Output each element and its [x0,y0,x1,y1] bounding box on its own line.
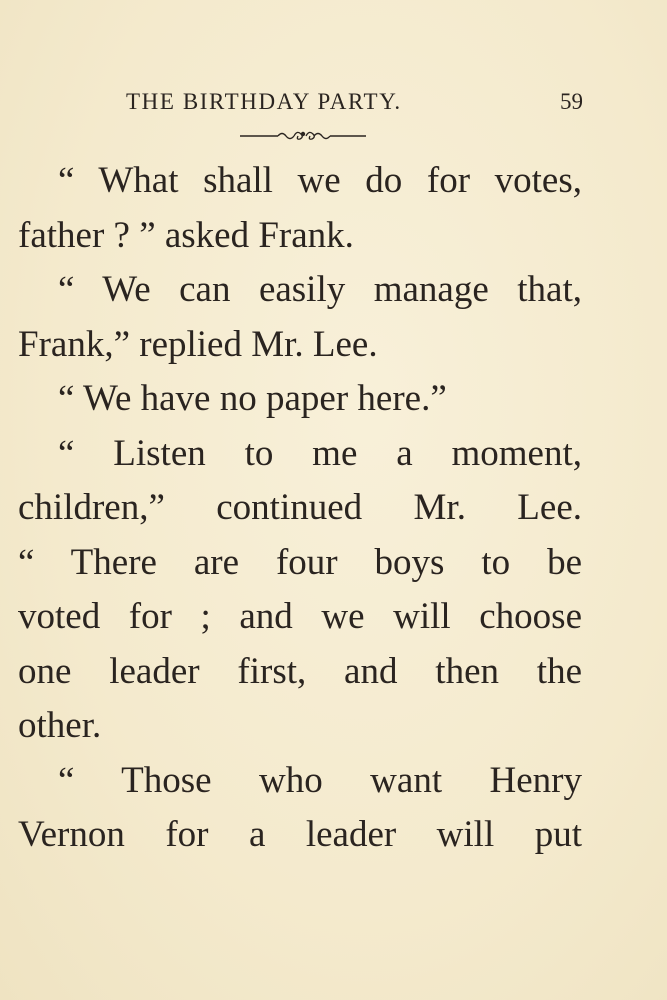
running-head [0,86,667,118]
text-line: one leader first, and then the [18,650,582,692]
page-number: 59 [560,89,583,114]
text-line: “ We can easily manage that, [58,269,582,310]
text-line: “ Those who want Henry [58,759,582,801]
text-line: “ Listen to me a moment, [58,432,582,474]
text-line: father ? ” asked Frank. [18,214,354,256]
text-line: other. [18,705,102,746]
text-line: “ What shall we do for votes, [58,160,582,201]
text-line: “ We have no paper here.” [58,378,447,419]
ornament-rule-icon [238,128,368,142]
text-line: Vernon for a leader will put [18,814,582,855]
text-line: Frank,” replied Mr. Lee. [18,323,378,365]
running-title: THE BIRTHDAY PARTY. [126,89,402,114]
text-line: “ There are four boys to be [18,541,582,583]
text-line: children,” continued Mr. Lee. [18,487,582,528]
text-line: voted for ; and we will choose [18,596,582,637]
body-text [18,154,582,863]
